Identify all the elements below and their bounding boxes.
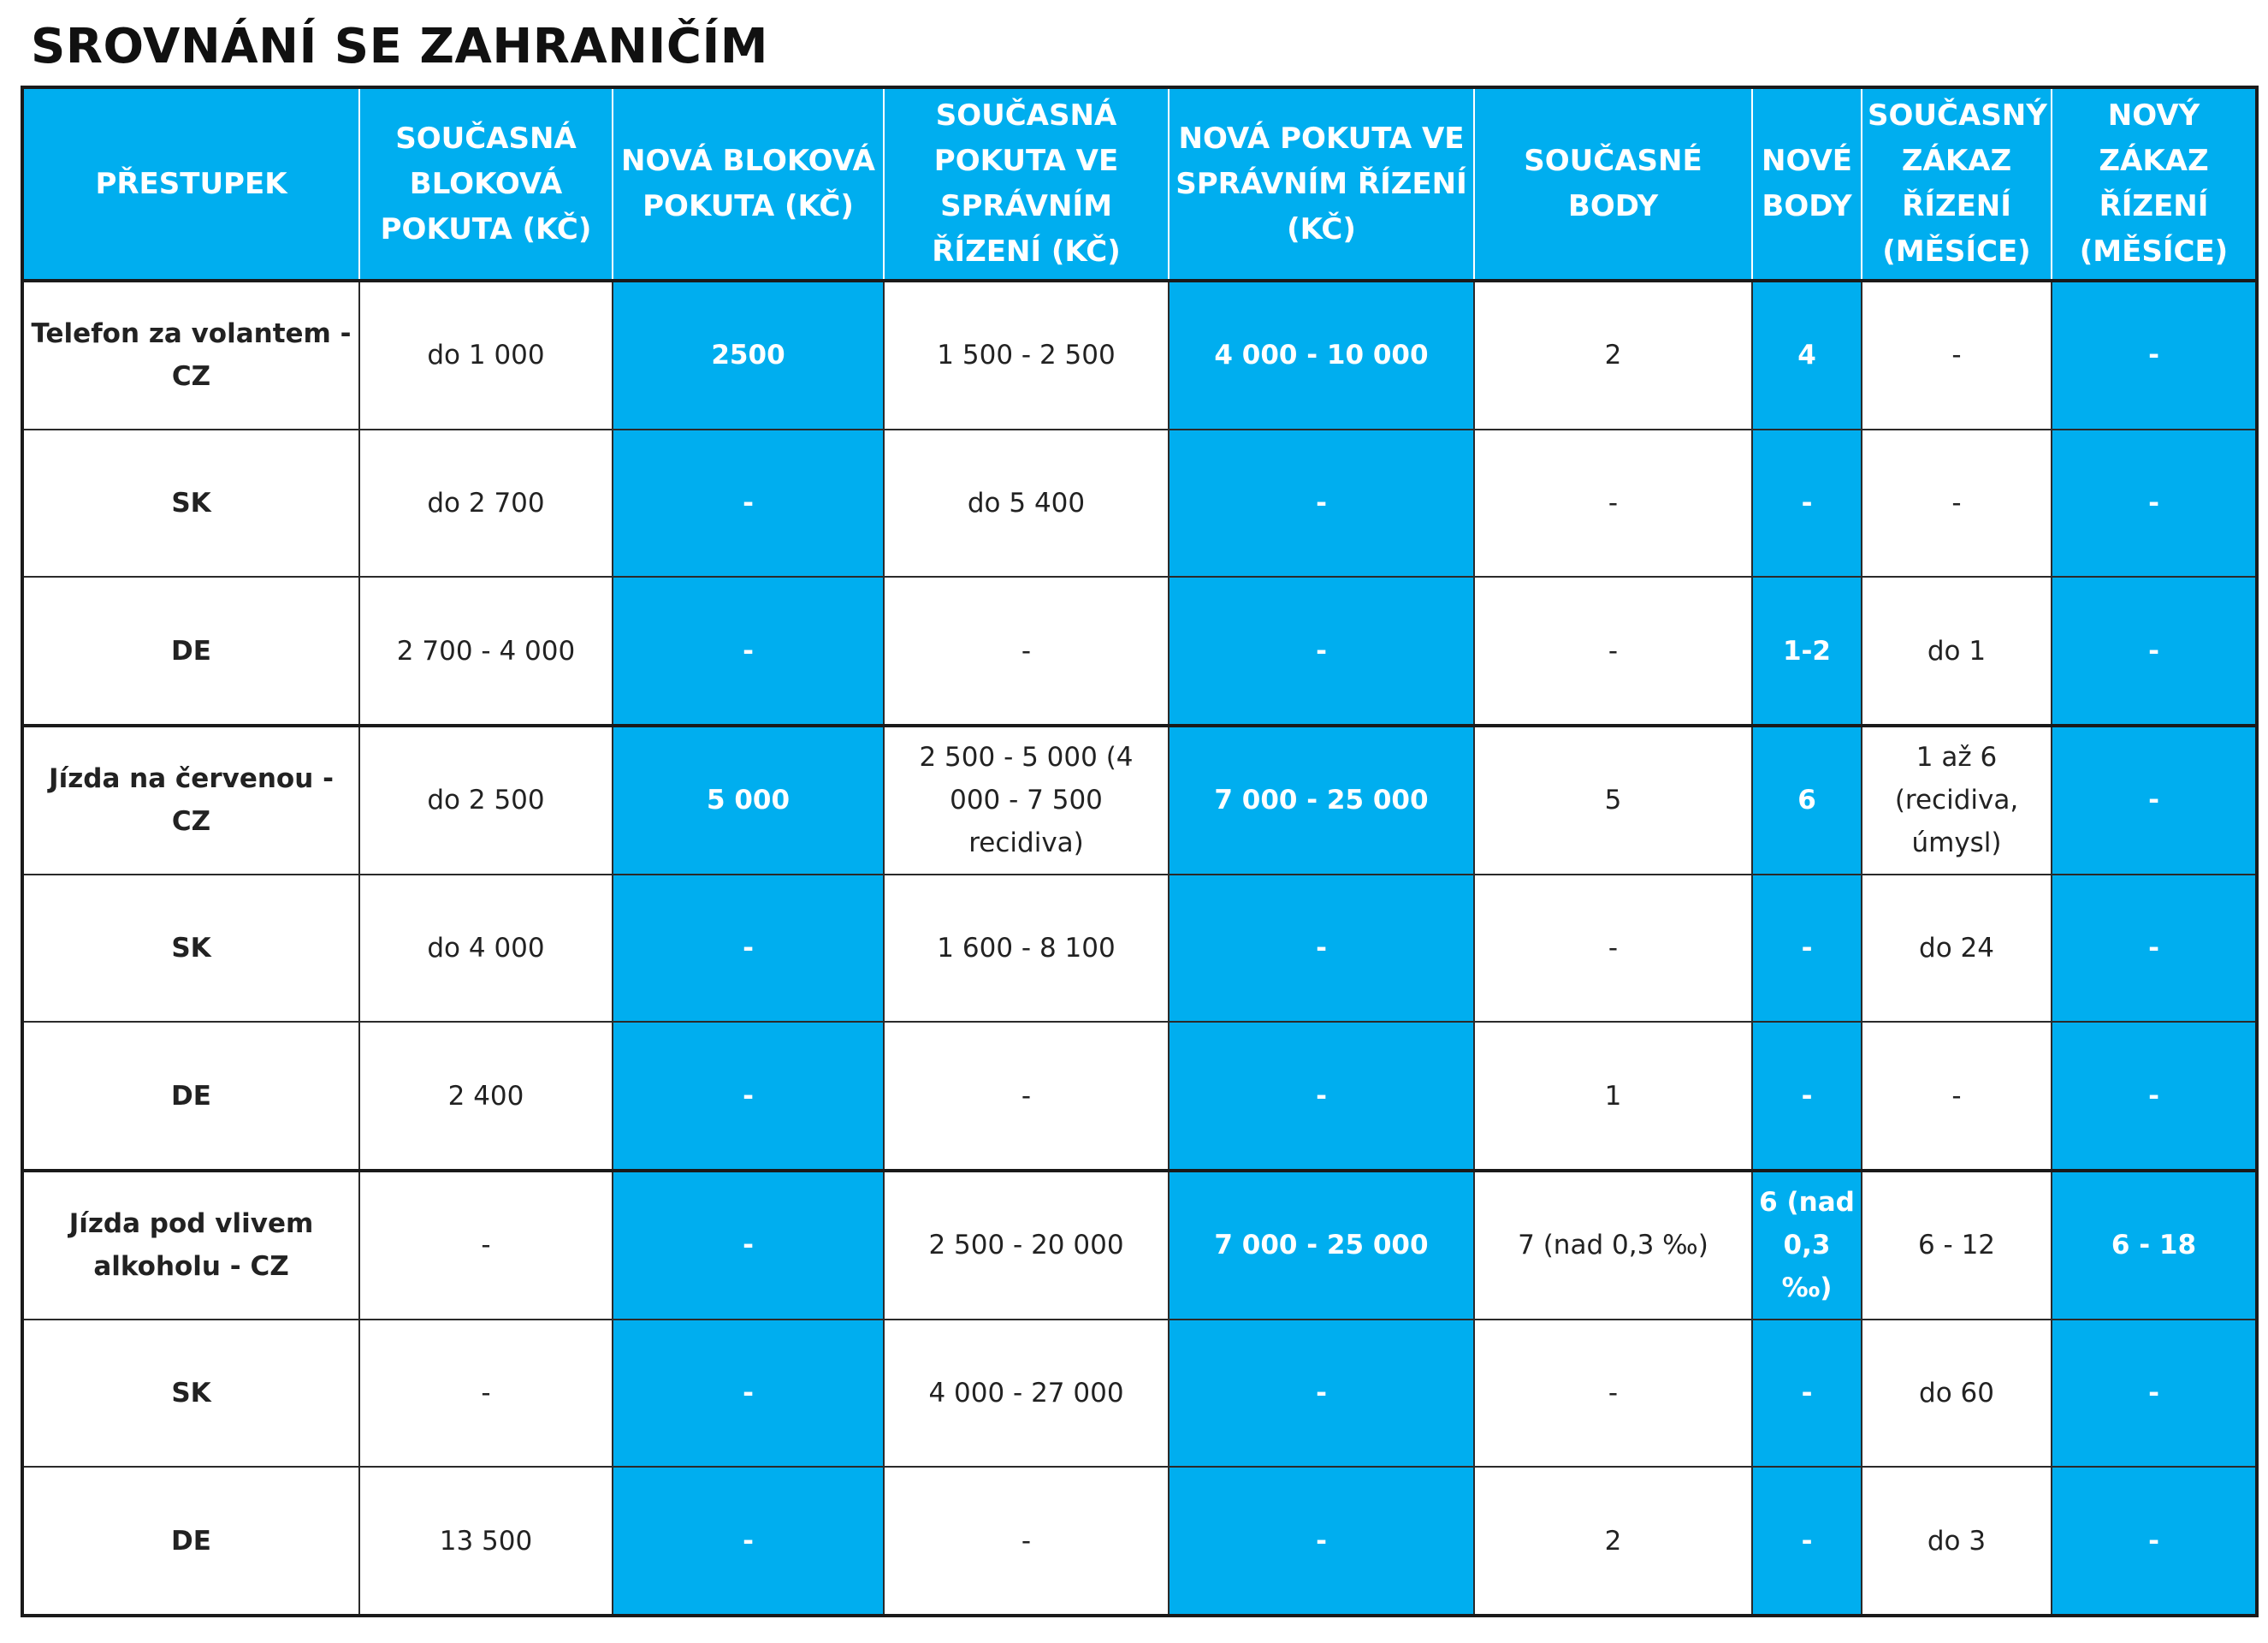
new-admin-fine-cell: - (1169, 1320, 1474, 1468)
column-header-current-block-fine: SOUČASNÁ BLOKOVÁ POKUTA (KČ) (359, 87, 613, 281)
new-admin-fine-cell: - (1169, 577, 1474, 726)
current-admin-fine-cell: - (884, 1022, 1169, 1171)
column-header-current-points: SOUČASNÉ BODY (1474, 87, 1752, 281)
offense-cell: Jízda pod vlivem alkoholu - CZ (22, 1171, 359, 1320)
offense-cell: DE (22, 577, 359, 726)
table-row (22, 1467, 2257, 1616)
column-header-new-admin-fine: NOVÁ POKUTA VE SPRÁVNÍM ŘÍZENÍ (KČ) (1169, 87, 1474, 281)
new-ban-cell: - (2052, 1467, 2257, 1616)
new-ban-cell: - (2052, 726, 2257, 875)
new-block-fine-cell: - (613, 1022, 884, 1171)
current-admin-fine-cell: do 5 400 (884, 430, 1169, 578)
current-ban-cell: 1 až 6 (recidiva, úmysl) (1862, 726, 2052, 875)
new-block-fine-cell: - (613, 430, 884, 578)
current-block-fine-cell: do 2 500 (359, 726, 613, 875)
current-admin-fine-cell: 2 500 - 5 000 (4 000 - 7 500 recidiva) (884, 726, 1169, 875)
new-ban-cell: - (2052, 577, 2257, 726)
new-ban-cell: 6 - 18 (2052, 1171, 2257, 1320)
table-row (22, 1320, 2257, 1468)
column-header-current-admin-fine: SOUČASNÁ POKUTA VE SPRÁVNÍM ŘÍZENÍ (KČ) (884, 87, 1169, 281)
new-points-cell: 6 (nad 0,3 ‰) (1752, 1171, 1862, 1320)
column-header-new-block-fine: NOVÁ BLOKOVÁ POKUTA (KČ) (613, 87, 884, 281)
new-block-fine-cell: 5 000 (613, 726, 884, 875)
new-admin-fine-cell: - (1169, 1022, 1474, 1171)
offense-cell: SK (22, 875, 359, 1023)
current-ban-cell: - (1862, 430, 2052, 578)
new-block-fine-cell: 2500 (613, 281, 884, 430)
new-ban-cell: - (2052, 430, 2257, 578)
current-points-cell: - (1474, 430, 1752, 578)
new-block-fine-cell: - (613, 875, 884, 1023)
current-ban-cell: 6 - 12 (1862, 1171, 2052, 1320)
new-points-cell: 4 (1752, 281, 1862, 430)
column-header-offense: PŘESTUPEK (22, 87, 359, 281)
current-ban-cell: do 60 (1862, 1320, 2052, 1468)
new-points-cell: - (1752, 1467, 1862, 1616)
new-admin-fine-cell: - (1169, 875, 1474, 1023)
current-block-fine-cell: - (359, 1171, 613, 1320)
current-ban-cell: do 3 (1862, 1467, 2052, 1616)
current-admin-fine-cell: - (884, 1467, 1169, 1616)
new-points-cell: 1-2 (1752, 577, 1862, 726)
offense-cell: Jízda na červenou - CZ (22, 726, 359, 875)
offense-cell: Telefon za volantem - CZ (22, 281, 359, 430)
table-row (22, 430, 2257, 578)
table-row (22, 875, 2257, 1023)
new-admin-fine-cell: 7 000 - 25 000 (1169, 726, 1474, 875)
current-points-cell: 5 (1474, 726, 1752, 875)
current-block-fine-cell: do 2 700 (359, 430, 613, 578)
current-points-cell: 7 (nad 0,3 ‰) (1474, 1171, 1752, 1320)
current-ban-cell: do 24 (1862, 875, 2052, 1023)
current-ban-cell: - (1862, 1022, 2052, 1171)
table-row (22, 1022, 2257, 1171)
current-admin-fine-cell: 1 600 - 8 100 (884, 875, 1169, 1023)
new-points-cell: - (1752, 1320, 1862, 1468)
current-block-fine-cell: - (359, 1320, 613, 1468)
table-row (22, 726, 2257, 875)
current-ban-cell: - (1862, 281, 2052, 430)
current-admin-fine-cell: 2 500 - 20 000 (884, 1171, 1169, 1320)
current-points-cell: - (1474, 1320, 1752, 1468)
comparison-table (21, 86, 2259, 1617)
column-header-new-ban: NOVÝ ZÁKAZ ŘÍZENÍ (MĚSÍCE) (2052, 87, 2257, 281)
new-ban-cell: - (2052, 1022, 2257, 1171)
new-admin-fine-cell: - (1169, 430, 1474, 578)
new-points-cell: - (1752, 430, 1862, 578)
offense-cell: SK (22, 430, 359, 578)
page-title: SROVNÁNÍ SE ZAHRANIČÍM (31, 19, 769, 74)
current-admin-fine-cell: 4 000 - 27 000 (884, 1320, 1169, 1468)
new-points-cell: 6 (1752, 726, 1862, 875)
current-points-cell: 2 (1474, 1467, 1752, 1616)
offense-cell: DE (22, 1022, 359, 1171)
current-block-fine-cell: do 1 000 (359, 281, 613, 430)
column-header-new-points: NOVÉ BODY (1752, 87, 1862, 281)
new-admin-fine-cell: 7 000 - 25 000 (1169, 1171, 1474, 1320)
table-header-row (22, 87, 2257, 281)
new-admin-fine-cell: 4 000 - 10 000 (1169, 281, 1474, 430)
new-admin-fine-cell: - (1169, 1467, 1474, 1616)
new-points-cell: - (1752, 1022, 1862, 1171)
current-block-fine-cell: do 4 000 (359, 875, 613, 1023)
table-row (22, 281, 2257, 430)
current-block-fine-cell: 2 400 (359, 1022, 613, 1171)
current-points-cell: - (1474, 577, 1752, 726)
new-block-fine-cell: - (613, 1320, 884, 1468)
new-block-fine-cell: - (613, 577, 884, 726)
current-ban-cell: do 1 (1862, 577, 2052, 726)
current-points-cell: 2 (1474, 281, 1752, 430)
new-points-cell: - (1752, 875, 1862, 1023)
new-block-fine-cell: - (613, 1171, 884, 1320)
table-row (22, 577, 2257, 726)
current-admin-fine-cell: 1 500 - 2 500 (884, 281, 1169, 430)
table-body (22, 281, 2257, 1616)
current-points-cell: 1 (1474, 1022, 1752, 1171)
current-block-fine-cell: 13 500 (359, 1467, 613, 1616)
column-header-current-ban: SOUČASNÝ ZÁKAZ ŘÍZENÍ (MĚSÍCE) (1862, 87, 2052, 281)
offense-cell: SK (22, 1320, 359, 1468)
offense-cell: DE (22, 1467, 359, 1616)
current-points-cell: - (1474, 875, 1752, 1023)
new-block-fine-cell: - (613, 1467, 884, 1616)
new-ban-cell: - (2052, 875, 2257, 1023)
new-ban-cell: - (2052, 1320, 2257, 1468)
table-row (22, 1171, 2257, 1320)
current-admin-fine-cell: - (884, 577, 1169, 726)
current-block-fine-cell: 2 700 - 4 000 (359, 577, 613, 726)
new-ban-cell: - (2052, 281, 2257, 430)
